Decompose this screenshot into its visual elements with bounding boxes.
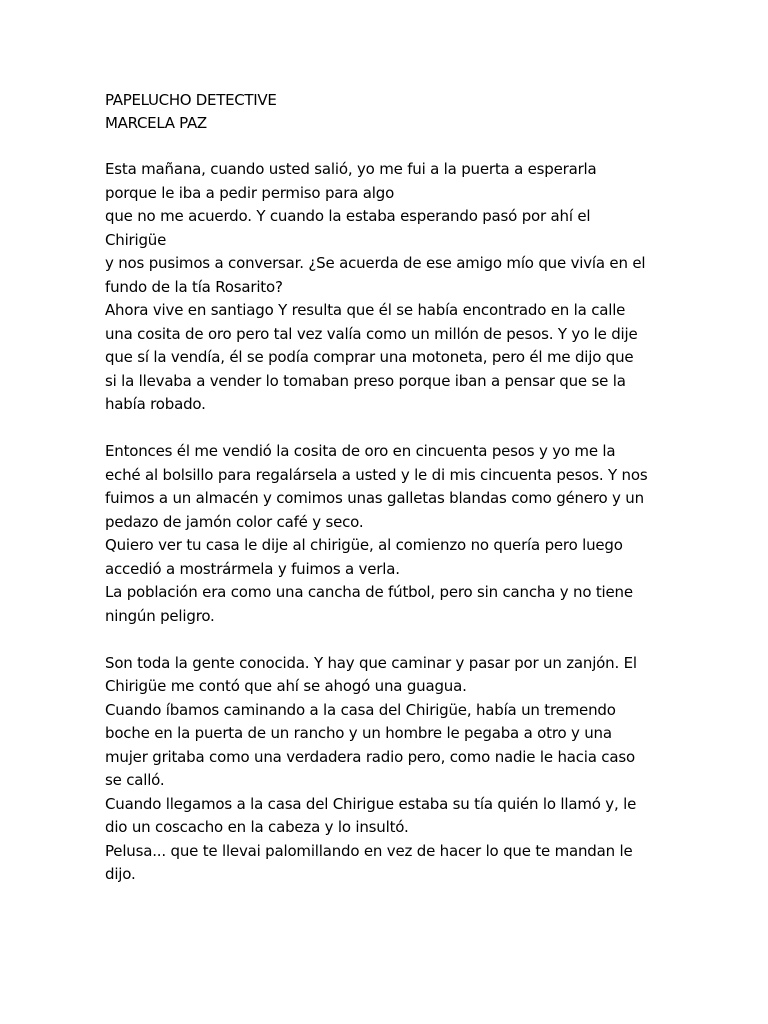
text-line: si la llevaba a vender lo tomaban preso porque iban a pensar que se la <box>105 371 626 390</box>
text-line: Esta mañana, cuando usted salió, yo me fui a la puerta a esperarla <box>105 160 597 178</box>
text-line: accedió a mostrármela y fuimos a verla. <box>105 559 400 578</box>
text-line: Chirigüe me contó que ahí se ahogó una guagua. <box>105 677 467 695</box>
document-author: MARCELA PAZ <box>105 114 207 132</box>
text-line: que sí la vendía, él se podía comprar una motoneta, pero él me dijo que <box>105 348 634 366</box>
paragraph-1 <box>105 158 675 417</box>
text-line: dijo. <box>105 865 136 883</box>
paragraph-3 <box>105 652 675 887</box>
text-line: Cuando llegamos a la casa del Chirigue estaba su tía quién lo llamó y, le <box>105 794 637 813</box>
text-line: Chirigüe <box>105 230 167 249</box>
document-page <box>105 89 675 910</box>
text-line: había robado. <box>105 395 206 413</box>
text-line: porque le iba a pedir permiso para algo <box>105 183 395 202</box>
text-line: ningún peligro. <box>105 606 215 625</box>
text-line: Cuando íbamos caminando a la casa del Chirigüe, había un tremendo <box>105 700 616 719</box>
text-line: una cosita de oro pero tal vez valía como un millón de pesos. Y yo le dije <box>105 324 638 343</box>
text-line: La población era como una cancha de fútbol, pero sin cancha y no tiene <box>105 583 633 601</box>
text-line: se calló. <box>105 771 165 789</box>
text-line: boche en la puerta de un rancho y un hombre le pegaba a otro y una <box>105 724 612 742</box>
paragraph-2 <box>105 440 675 628</box>
text-line: Ahora vive en santiago Y resulta que él se había encontrado en la calle <box>105 301 626 319</box>
text-line: fuimos a un almacén y comimos unas galletas blandas como género y un <box>105 489 644 507</box>
text-line: Son toda la gente conocida. Y hay que caminar y pasar por un zanjón. El <box>105 653 637 672</box>
text-line: mujer gritaba como una verdadera radio pero, como nadie le hacia caso <box>105 747 635 766</box>
text-line: pedazo de jamón color café y seco. <box>105 512 364 531</box>
text-line: Entonces él me vendió la cosita de oro en cincuenta pesos y yo me la <box>105 442 616 460</box>
text-line: Quiero ver tu casa le dije al chirigüe, al comienzo no quería pero luego <box>105 536 623 554</box>
text-line: eché al bolsillo para regalársela a usted y le di mis cincuenta pesos. Y nos <box>105 465 648 484</box>
text-line: fundo de la tía Rosarito? <box>105 277 283 296</box>
text-line: que no me acuerdo. Y cuando la estaba esperando pasó por ahí el <box>105 207 591 225</box>
document-title: PAPELUCHO DETECTIVE <box>105 91 277 109</box>
text-line: dio un coscacho en la cabeza y lo insultó. <box>105 818 409 836</box>
text-line: y nos pusimos a conversar. ¿Se acuerda de ese amigo mío que vivía en el <box>105 254 646 272</box>
text-line: Pelusa... que te llevai palomillando en vez de hacer lo que te mandan le <box>105 841 633 860</box>
document-header <box>105 89 675 135</box>
